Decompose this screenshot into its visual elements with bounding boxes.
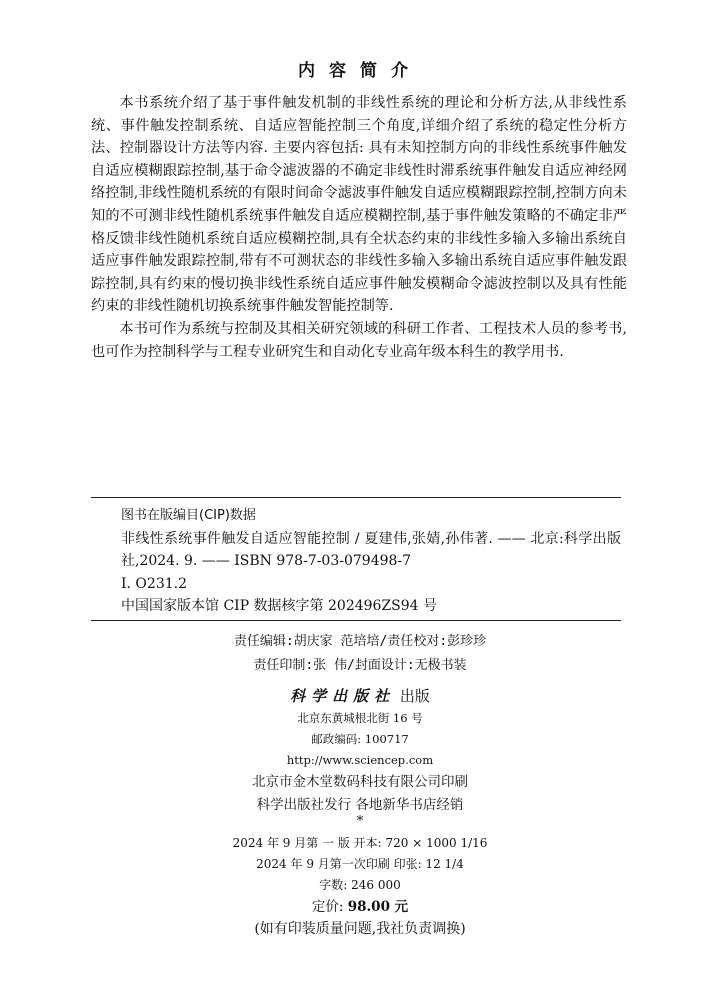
word-count: 字数: 246 000 [319,878,401,892]
publisher-line [0,684,720,708]
printer-info: 北京市金木堂数码科技有限公司印刷 [252,774,468,790]
separator-star: * [356,814,364,829]
cip-classification: Ⅰ. O231.2 [121,575,187,592]
intro-paragraph-2: 本书可作为系统与控制及其相关研究领域的科研工作者、工程技术人员的参考书,也可作为控制科学与工程专业研究生和自动化专业高年级本科生的教学用书. [91,320,627,360]
price-amount: 98.00 元 [347,899,409,915]
imprint-block [0,630,720,940]
intro-paragraph-1: 本书系统介绍了基于事件触发机制的非线性系统的理论和分析方法,从非线性系统、事件触发控制系统、自适应智能控制三个角度,详细介绍了系统的稳定性分析方法、控制器设计方法等内容. 主要内容包括: 具有未知控制方向的非线性系统事件触发自适应模糊跟踪控制,基于命令滤波器的不确定非线性时滞系统事件触发自适应神经网络控制,非线性随机系统的有限时间命令滤波事件触发自适应模糊跟踪控制,控制方向未知的不可测非线性随机系统事件触发自适应模糊控制,基于事件触发策略的不确定非严格反馈非线性随机系统自适应模糊控制,具有全状态约束的非线性多输入多输出系统自适应事件触发跟踪控制,带有不可测状态的非线性多输入多输出系统自适应事件触发跟踪控制,具有约束的慢切换非线性系统自适应事件触发模糊命令滤波控制以及具有性能约束的非线性随机切换系统事件触发智能控制等. [91,95,627,315]
edition-info: 2024 年 9 月第 一 版 开本: 720 × 1000 1/16 [232,836,488,850]
production-credits: 责任印制:张 伟/封面设计:无极书装 [253,658,467,673]
cip-block [121,505,621,618]
cip-header: 图书在版编目(CIP)数据 [121,508,256,523]
book-introduction [91,92,627,363]
publisher-postcode: 邮政编码: 100717 [311,732,409,746]
page-title: 内容简介 [298,61,422,81]
price-label: 定价: [311,899,344,915]
distribution-info: 科学出版社发行 各地新华书店经销 [256,797,464,813]
quality-notice: (如有印装质量问题,我社负责调换) [254,921,466,937]
cip-record: 非线性系统事件触发自适应智能控制 / 夏建伟,张婧,孙伟著. —— 北京:科学出版社,2024. 9. —— ISBN 978-7-03-079498-7 [121,530,621,569]
publisher-website: http://www.sciencep.com [286,753,434,767]
printing-info: 2024 年 9 月第一次印刷 印张: 12 1/4 [256,857,464,871]
cip-bottom-rule [91,620,621,621]
cip-top-rule [91,497,621,498]
cip-approval-number: 中国国家版本馆 CIP 数据核字第 202496ZS94 号 [121,598,438,614]
editor-credits: 责任编辑:胡庆家 范培培/责任校对:彭珍珍 [233,634,487,649]
publisher-name: 科学出版社 [290,687,396,705]
price-line [0,896,720,918]
publisher-address: 北京东黄城根北街 16 号 [297,711,423,725]
publisher-suffix: 出版 [399,687,430,705]
